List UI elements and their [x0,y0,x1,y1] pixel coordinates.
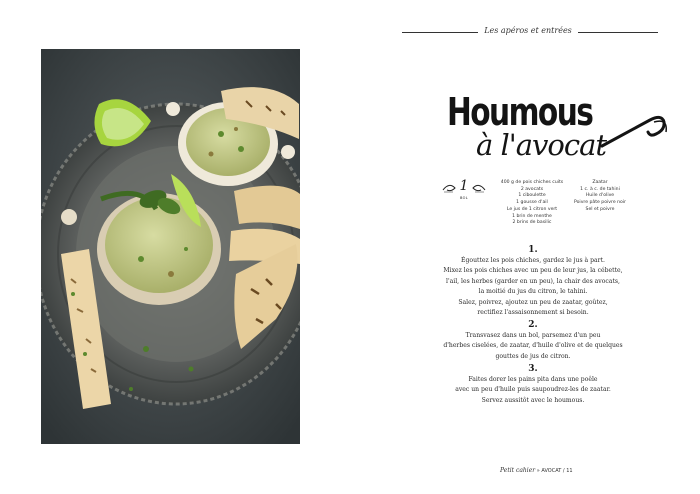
ingredient-item: 1 gousse d'ail [516,200,548,206]
hummus-photo [41,49,300,444]
ingredient-item: 2 avocats [520,186,544,192]
page-number: 11 [566,468,573,474]
ingredient-item: Poivre pâte poivre noir [574,200,626,206]
ingredient-item: Le jus de 1 citron vert [506,206,558,212]
step-line: d'herbes ciselées, de zaatar, d'huile d'olive et de quelques [443,342,623,350]
step-text [418,331,648,362]
header-rule-right [578,32,658,33]
servings-count: 1 [459,178,469,194]
servings-unit: BOL [460,196,468,200]
step-text [418,256,648,318]
ingredient-item: Zaatar [592,180,608,185]
step-line: avec un peu d'huile puis saupoudrez-les de zaatar. [455,386,611,394]
ingredient-item: Huile d'olive [585,193,615,199]
footer-separator: » [536,468,542,474]
footer-topic: AVOCAT [541,468,562,474]
swash-ornament [598,112,670,154]
step-line: la moitié du jus du citron, le tahini. [478,288,588,296]
step-line: Salez, poivrez, ajoutez un peu de zaatar, goûtez, [458,298,608,306]
ingredient-item: 400 g de pois chiches cuits [500,180,564,185]
ingredients-list-2 [570,180,630,214]
step-line: Faites dorer les pains pita dans une poêle [468,376,598,383]
recipe-step-2 [418,320,648,362]
step-line: Égouttez les pois chiches, gardez le jus à part. [461,257,605,264]
step-line: Mixez les pois chiches avec un peu de leur jus, la cébette, [443,267,623,275]
step-line: rectifiez l'assaisonnement si besoin. [477,309,589,317]
step-number: 1. [528,245,538,255]
step-number: 2. [528,320,538,330]
ingredient-item: 1 brin de menthe [512,213,552,219]
page-footer [500,467,650,474]
section-header: Les apéros et entrées [484,26,572,35]
step-text [418,375,648,406]
step-line: Servez aussitôt avec le houmous. [481,396,585,404]
recipe-title: Houmous [447,90,593,134]
footer-brand: Petit cahier [500,467,536,474]
ingredient-item: 1 c. à c. de tahini [580,186,620,192]
ingredient-item: Sel et poivre [585,206,615,212]
header-rule-left [402,32,478,33]
step-line: gouttes de jus de citron. [495,352,571,360]
recipe-step-3 [418,364,648,406]
ingredient-item: 1 ciboulette [518,193,546,199]
recipe-step-1 [418,245,648,318]
step-line: Transvasez dans un bol, parsemez d'un peu [465,332,601,339]
ingredients-list-1 [500,180,564,227]
step-line: l'ail, les herbes (garder en un peu), la chair des avocats, [446,277,620,285]
ingredient-item: 2 brins de basilic [512,220,552,226]
footer-divider: / [562,468,567,474]
step-number: 3. [528,364,538,374]
recipe-subtitle: à l'avocat [476,128,607,162]
